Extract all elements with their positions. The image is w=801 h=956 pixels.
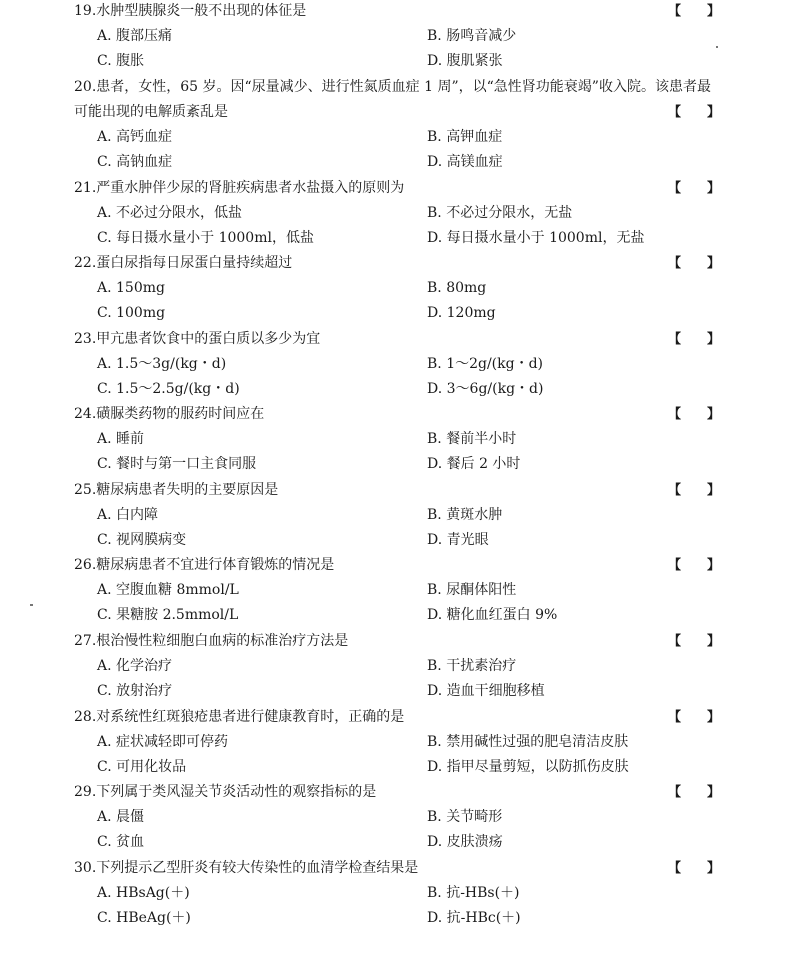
option-d[interactable]: D. 餐后 2 小时 <box>427 456 521 472</box>
question-stem <box>74 327 714 352</box>
option-a[interactable]: A. 150mg <box>97 280 165 296</box>
option-b[interactable]: B. 黄斑水肿 <box>427 507 503 523</box>
question-stem <box>74 402 714 427</box>
option-c[interactable]: C. 果糖胺 2.5mmol/L <box>97 607 239 623</box>
option-d[interactable]: D. 造血干细胞移植 <box>427 683 545 699</box>
question-stem <box>74 553 714 578</box>
bracket-open: 【 <box>668 256 682 271</box>
question-number: 21. <box>74 180 97 196</box>
question-text: 糖尿病患者不宜进行体育锻炼的情况是 <box>96 557 335 573</box>
question-number: 24. <box>74 406 97 422</box>
scan-speck <box>30 604 33 606</box>
option-a[interactable]: A. 晨僵 <box>97 809 145 825</box>
bracket-close: 】 <box>706 861 720 876</box>
question-stem <box>74 629 714 654</box>
option-c[interactable]: C. 视网膜病变 <box>97 532 187 548</box>
question-text: 糖尿病患者失明的主要原因是 <box>96 482 279 498</box>
option-d[interactable]: D. 高镁血症 <box>427 154 503 170</box>
option-b[interactable]: B. 禁用碱性过强的肥皂清洁皮肤 <box>427 734 629 750</box>
bracket-close: 】 <box>706 634 720 649</box>
question-text: 下列提示乙型肝炎有较大传染性的血清学检查结果是 <box>96 860 419 876</box>
option-c[interactable]: C. 高钠血症 <box>97 154 173 170</box>
question-number: 22. <box>74 255 97 271</box>
bracket-open: 【 <box>668 483 682 498</box>
bracket-open: 【 <box>668 785 682 800</box>
option-d[interactable]: D. 指甲尽量剪短，以防抓伤皮肤 <box>427 759 629 775</box>
option-c[interactable]: C. 放射治疗 <box>97 683 173 699</box>
bracket-close: 】 <box>706 105 720 120</box>
bracket-close: 】 <box>706 256 720 271</box>
option-a[interactable]: A. 症状减轻即可停药 <box>97 734 229 750</box>
bracket-close: 】 <box>706 332 720 347</box>
option-d[interactable]: D. 120mg <box>427 305 496 321</box>
answer-bracket[interactable] <box>668 176 720 201</box>
answer-bracket[interactable] <box>668 327 720 352</box>
question-number: 26. <box>74 557 97 573</box>
option-d[interactable]: D. 青光眼 <box>427 532 489 548</box>
bracket-open: 【 <box>668 634 682 649</box>
bracket-open: 【 <box>668 105 682 120</box>
answer-bracket[interactable] <box>668 251 720 276</box>
option-a[interactable]: A. 腹部压痛 <box>97 28 173 44</box>
answer-bracket[interactable] <box>668 705 720 730</box>
answer-bracket[interactable] <box>668 100 720 125</box>
option-b[interactable]: B. 餐前半小时 <box>427 431 517 447</box>
option-c[interactable]: C. 腹胀 <box>97 53 145 69</box>
option-b[interactable]: B. 80mg <box>427 280 487 296</box>
bracket-close: 】 <box>706 785 720 800</box>
question-30 <box>0 856 801 956</box>
answer-bracket[interactable] <box>668 780 720 805</box>
option-d[interactable]: D. 糖化血红蛋白 9% <box>427 607 558 623</box>
option-a[interactable]: A. 睡前 <box>97 431 145 447</box>
bracket-close: 】 <box>706 558 720 573</box>
option-a[interactable]: A. HBsAg(＋) <box>97 885 190 901</box>
option-a[interactable]: A. 不必过分限水，低盐 <box>97 205 243 221</box>
scan-speck <box>716 46 718 48</box>
bracket-open: 【 <box>668 181 682 196</box>
option-c[interactable]: C. 每日摄水量小于 1000ml，低盐 <box>97 230 314 246</box>
question-number: 27. <box>74 633 97 649</box>
bracket-close: 】 <box>706 407 720 422</box>
answer-bracket[interactable] <box>668 629 720 654</box>
question-text: 下列属于类风湿关节炎活动性的观察指标的是 <box>96 784 377 800</box>
option-a[interactable]: A. 高钙血症 <box>97 129 173 145</box>
bracket-open: 【 <box>668 332 682 347</box>
bracket-open: 【 <box>668 861 682 876</box>
option-c[interactable]: C. 1.5～2.5g/(kg・d) <box>97 381 240 397</box>
option-b[interactable]: B. 肠鸣音减少 <box>427 28 517 44</box>
answer-bracket[interactable] <box>668 478 720 503</box>
question-text: 甲亢患者饮食中的蛋白质以多少为宜 <box>96 331 321 347</box>
answer-bracket[interactable] <box>668 553 720 578</box>
question-stem <box>74 780 714 805</box>
question-text: 蛋白尿指每日尿蛋白量持续超过 <box>96 255 293 271</box>
option-a[interactable]: A. 白内障 <box>97 507 159 523</box>
option-d[interactable]: D. 每日摄水量小于 1000ml，无盐 <box>427 230 645 246</box>
option-c[interactable]: C. 餐时与第一口主食同服 <box>97 456 257 472</box>
option-a[interactable]: A. 空腹血糖 8mmol/L <box>97 582 239 598</box>
option-b[interactable]: B. 高钾血症 <box>427 129 503 145</box>
question-number: 25. <box>74 482 97 498</box>
question-number: 29. <box>74 784 97 800</box>
option-b[interactable]: B. 尿酮体阳性 <box>427 582 517 598</box>
option-b[interactable]: B. 关节畸形 <box>427 809 503 825</box>
bracket-open: 【 <box>668 710 682 725</box>
question-number: 30. <box>74 860 97 876</box>
option-c[interactable]: C. 100mg <box>97 305 166 321</box>
option-b[interactable]: B. 干扰素治疗 <box>427 658 517 674</box>
bracket-close: 】 <box>706 483 720 498</box>
bracket-open: 【 <box>668 4 682 19</box>
question-text: 严重水肿伴少尿的肾脏疾病患者水盐摄入的原则为 <box>96 180 405 196</box>
bracket-close: 】 <box>706 4 720 19</box>
option-d[interactable]: D. 抗-HBc(＋) <box>427 910 521 926</box>
question-text: 水肿型胰腺炎一般不出现的体征是 <box>96 3 307 19</box>
question-stem <box>74 856 714 881</box>
question-number: 28. <box>74 709 97 725</box>
question-text: 磺脲类药物的服药时间应在 <box>96 406 265 422</box>
option-a[interactable]: A. 化学治疗 <box>97 658 173 674</box>
option-c[interactable]: C. 可用化妆品 <box>97 759 187 775</box>
question-stem <box>74 176 714 201</box>
question-text: 根治慢性粒细胞白血病的标准治疗方法是 <box>96 633 349 649</box>
bracket-open: 【 <box>668 407 682 422</box>
answer-bracket[interactable] <box>668 0 720 24</box>
option-a[interactable]: A. 1.5～3g/(kg・d) <box>97 356 227 372</box>
question-stem <box>74 75 722 125</box>
question-number: 20. <box>74 79 97 95</box>
option-b[interactable]: B. 1～2g/(kg・d) <box>427 356 544 372</box>
question-stem <box>74 705 714 730</box>
question-number: 23. <box>74 331 97 347</box>
question-number: 19. <box>74 3 97 19</box>
bracket-open: 【 <box>668 558 682 573</box>
question-text: 患者，女性，65 岁。因“尿量减少、进行性氮质血症 1 周”，以“急性肾功能衰竭”收入院。该患者最可能出现的电解质紊乱是 <box>74 79 711 120</box>
option-c[interactable]: C. HBeAg(＋) <box>97 910 191 926</box>
option-c[interactable]: C. 贫血 <box>97 834 145 850</box>
question-text: 对系统性红斑狼疮患者进行健康教育时，正确的是 <box>96 709 405 725</box>
bracket-close: 】 <box>706 181 720 196</box>
option-b[interactable]: B. 不必过分限水，无盐 <box>427 205 573 221</box>
question-20 <box>0 75 801 175</box>
option-d[interactable]: D. 腹肌紧张 <box>427 53 503 69</box>
answer-bracket[interactable] <box>668 856 720 881</box>
bracket-close: 】 <box>706 710 720 725</box>
option-d[interactable]: D. 皮肤溃疡 <box>427 834 503 850</box>
question-stem <box>74 0 714 24</box>
option-d[interactable]: D. 3～6g/(kg・d) <box>427 381 544 397</box>
option-b[interactable]: B. 抗-HBs(＋) <box>427 885 520 901</box>
question-stem <box>74 251 714 276</box>
question-stem <box>74 478 714 503</box>
answer-bracket[interactable] <box>668 402 720 427</box>
